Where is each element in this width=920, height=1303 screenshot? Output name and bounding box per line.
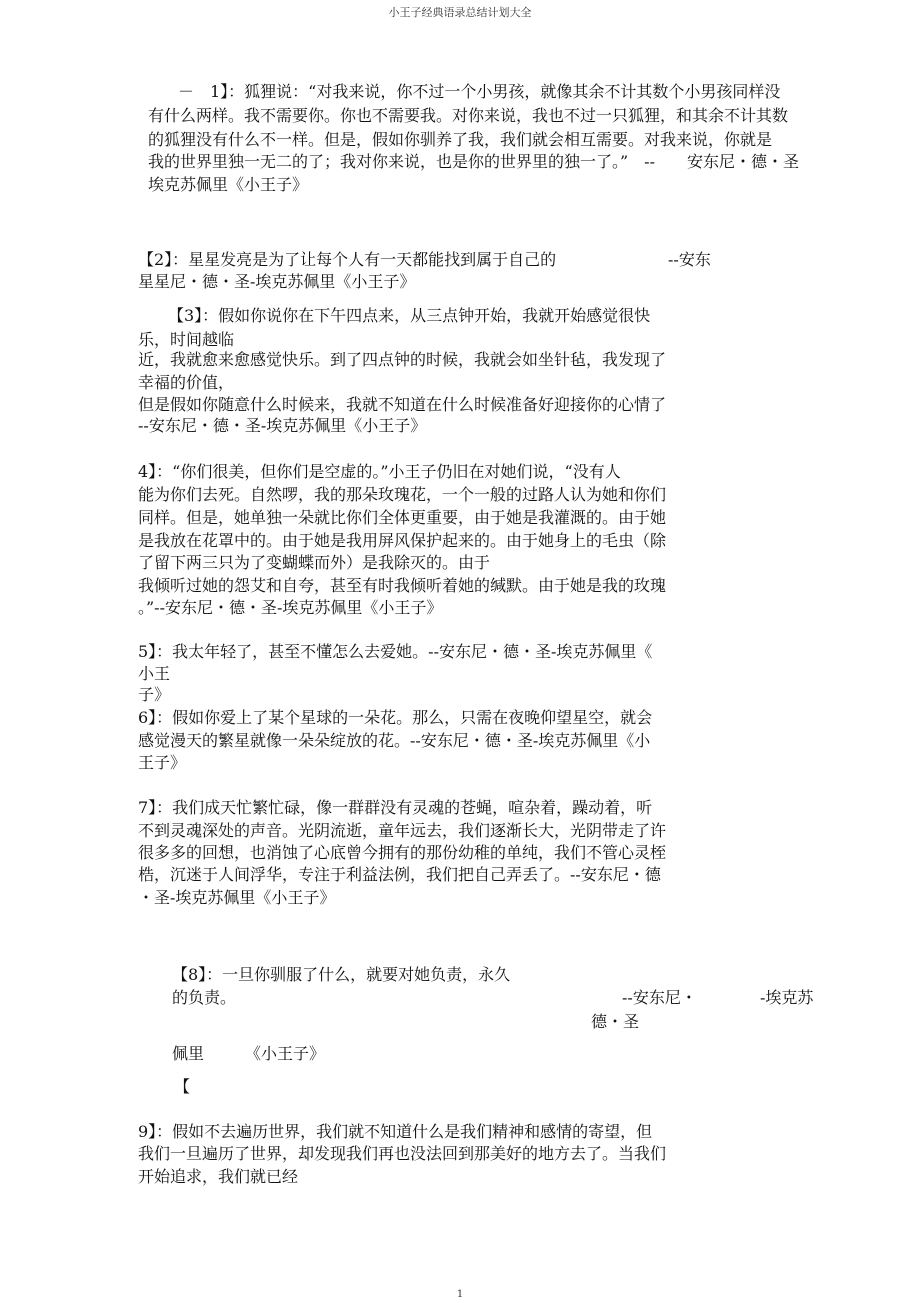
quote-3-line: --安东尼・德・圣-埃克苏佩里《小王子》 xyxy=(138,416,427,435)
quote-7-line: ・圣-埃克苏佩里《小王子》 xyxy=(138,888,336,907)
quote-5-line: 子》 xyxy=(138,685,171,704)
quote-8-attribution: 佩里 xyxy=(172,1044,205,1063)
quote-8-attribution: -埃克苏 xyxy=(760,988,814,1007)
quote-1-line: 的狐狸没有什么不一样。但是，假如你驯养了我，我们就会相互需要。对我来说，你就是 xyxy=(148,130,773,149)
quote-8-line: 【8】：一旦你驯服了什么，就要对她负责，永久 xyxy=(172,965,511,984)
quote-3-line: 幸福的价值， xyxy=(138,373,235,392)
quote-5-line: 小王 xyxy=(138,664,171,683)
quote-4-line: 能为你们去死。自然啰，我的那朵玫瑰花，一个一般的过路人认为她和你们 xyxy=(138,485,667,504)
quote-7-line: 很多多的回想，也消蚀了心底曾今拥有的那份幼稚的单纯，我们不管心灵桎 xyxy=(138,843,667,862)
quote-6-line: 感觉漫天的繁星就像一朵朵绽放的花。--安东尼・德・圣-埃克苏佩里《小 xyxy=(138,731,651,750)
quote-7-line: 梏，沉迷于人间浮华，专注于利益法例，我们把自己弄丢了。--安东尼・德 xyxy=(138,865,661,884)
quote-3-line: 乐，时间越临 xyxy=(138,330,235,349)
quote-9-line: 我们一旦遍历了世界，却发现我们再也没法回到那美好的地方去了。当我们 xyxy=(138,1144,667,1163)
quote-6-line: 6】：假如你爱上了某个星球的一朵花。那么，只需在夜晚仰望星空，就会 xyxy=(138,708,653,727)
quote-9-line: 9】：假如不去遍历世界，我们就不知道什么是我们精神和感情的寄望，但 xyxy=(138,1122,653,1141)
quote-2-line: 【2】：星星发亮是为了让每个人有一天都能找到属于自己的 xyxy=(138,250,557,269)
quote-3-line: 近，我就愈来愈感觉快乐。到了四点钟的时候，我就会如坐针毡，我发现了 xyxy=(138,350,667,369)
quote-8-attribution: 德・圣 xyxy=(591,1012,640,1031)
quote-1-line: － 1】：狐狸说：“对我来说，你不过一个小男孩，就像其余不计其数个小男孩同样没 xyxy=(178,82,781,101)
quote-7-line: 7】：我们成天忙繁忙碌，像一群群没有灵魂的苍蝇，喧杂着，躁动着，听 xyxy=(138,798,653,817)
quote-8-attribution: --安东尼・ xyxy=(622,988,697,1007)
quote-1-line: 有什么两样。我不需要你。你也不需要我。对你来说，我也不过一只狐狸，和其余不计其数 xyxy=(148,106,789,125)
quote-4-line: 。”--安东尼・德・圣-埃克苏佩里《小王子》 xyxy=(138,598,443,617)
quote-1-line: 我的世界里独一无二的了；我对你来说，也是你的世界里的独一了。” -- 安东尼・德・圣 xyxy=(148,152,799,171)
quote-4-line: 我倾听过她的怨艾和自夸，甚至有时我倾听着她的缄默。由于她是我的玫瑰 xyxy=(138,576,667,595)
quote-8-attribution: 《小王子》 xyxy=(245,1044,326,1063)
quote-4-line: 是我放在花罩中的。由于她是我用屏风保护起来的。由于她身上的毛虫（除 xyxy=(138,531,667,550)
quote-4-line: 同样。但是，她单独一朵就比你们全体更重要，由于她是我灌溉的。由于她 xyxy=(138,508,667,527)
quote-5-line: 5】：我太年轻了，甚至不懂怎么去爱她。--安东尼・德・圣-埃克苏佩里《 xyxy=(138,642,653,661)
quote-6-line: 王子》 xyxy=(138,753,187,772)
quote-3-line: 但是假如你随意什么时候来，我就不知道在什么时候准备好迎接你的心情了 xyxy=(138,395,667,414)
quote-3-line: 【3】：假如你说你在下午四点来，从三点钟开始，我就开始感觉很快 xyxy=(168,306,651,325)
quote-7-line: 不到灵魂深处的声音。光阴流逝，童年远去，我们逐渐长大，光阴带走了许 xyxy=(138,821,667,840)
quote-2-line: 星星尼・德・圣-埃克苏佩里《小王子》 xyxy=(138,272,416,291)
quote-4-line: 4】：“你们很美，但你们是空虚的。”小王子仍旧在对她们说，“没有人 xyxy=(138,462,621,481)
quote-4-line: 了留下两三只为了变蝴蝶而外）是我除灭的。由于 xyxy=(138,553,491,572)
quote-9-line: 开始追求，我们就已经 xyxy=(138,1167,299,1186)
quote-8-bracket: 【 xyxy=(174,1077,191,1096)
page-number: 1 xyxy=(456,1289,464,1300)
quote-1-line: 埃克苏佩里《小王子》 xyxy=(148,175,309,194)
quote-8-line: 的负责。 xyxy=(172,988,237,1007)
quote-2-attribution: --安东 xyxy=(668,250,711,269)
page-header: 小王子经典语录总结计划大全 xyxy=(388,6,532,19)
